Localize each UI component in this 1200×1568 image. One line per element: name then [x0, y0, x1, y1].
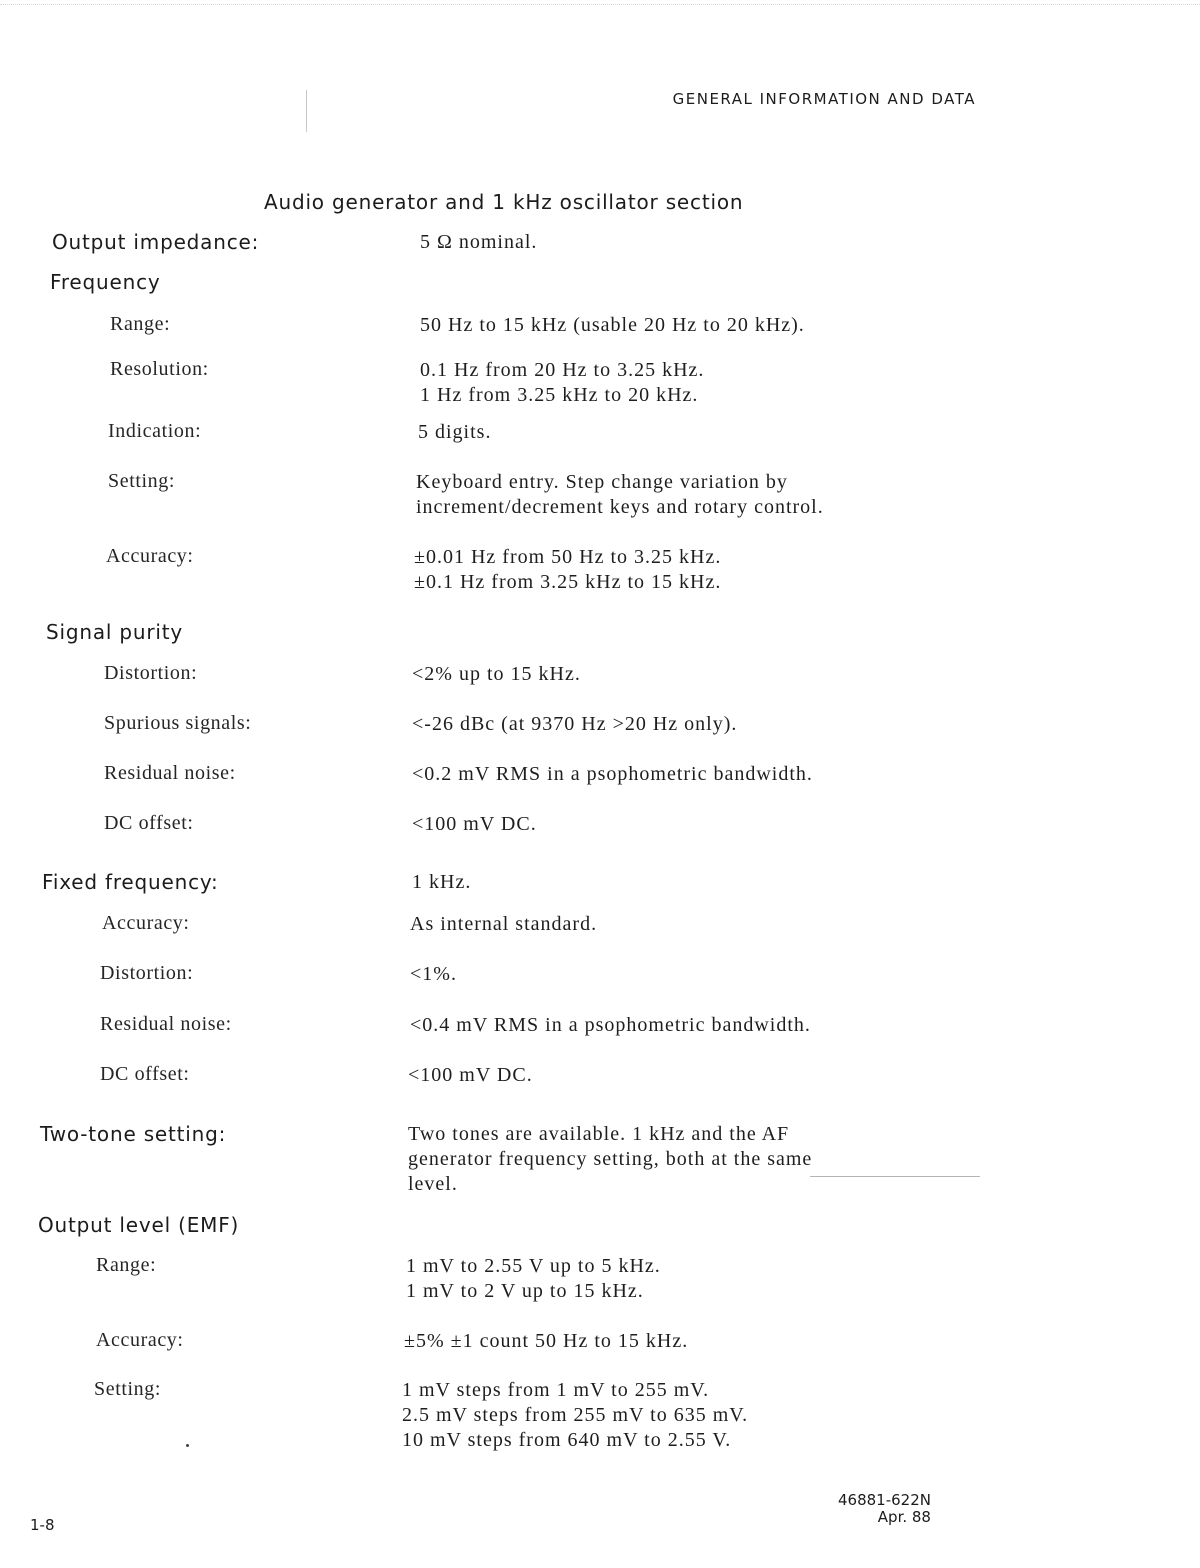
spurious-signals-label: Spurious signals: — [104, 712, 252, 734]
two-tone-line: Two tones are available. 1 kHz and the AF — [408, 1123, 790, 1145]
page-number: 1-8 — [30, 1516, 55, 1534]
scan-speck — [186, 1444, 189, 1447]
frequency-range-value: 50 Hz to 15 kHz (usable 20 Hz to 20 kHz). — [420, 314, 805, 336]
output-range-line: 1 mV to 2.55 V up to 5 kHz. — [406, 1255, 661, 1277]
frequency-resolution-line: 0.1 Hz from 20 Hz to 3.25 kHz. — [420, 359, 705, 381]
signal-dc-offset-label: DC offset: — [104, 812, 194, 834]
output-impedance-label: Output impedance: — [52, 230, 260, 254]
scan-edge-line — [0, 4, 1200, 5]
output-setting-value — [402, 1378, 748, 1453]
frequency-range-label: Range: — [110, 313, 171, 335]
scan-margin-line — [306, 90, 307, 132]
fixed-distortion-label: Distortion: — [100, 962, 194, 984]
output-range-label: Range: — [96, 1254, 157, 1276]
frequency-resolution-value — [420, 358, 704, 408]
output-accuracy-value: ±5% ±1 count 50 Hz to 15 kHz. — [404, 1330, 689, 1352]
fixed-residual-noise-label: Residual noise: — [100, 1013, 232, 1035]
output-accuracy-label: Accuracy: — [96, 1329, 184, 1351]
signal-distortion-value: <2% up to 15 kHz. — [412, 663, 581, 685]
frequency-accuracy-value — [414, 545, 721, 595]
signal-residual-noise-value: <0.2 mV RMS in a psophometric bandwidth. — [412, 763, 813, 785]
frequency-resolution-label: Resolution: — [110, 358, 209, 380]
two-tone-value — [408, 1122, 812, 1197]
fixed-dc-offset-value: <100 mV DC. — [408, 1064, 533, 1086]
fixed-dc-offset-label: DC offset: — [100, 1063, 190, 1085]
running-header: GENERAL INFORMATION AND DATA — [672, 90, 976, 108]
document-reference — [838, 1492, 931, 1526]
signal-dc-offset-value: <100 mV DC. — [412, 813, 537, 835]
output-setting-line: 10 mV steps from 640 mV to 2.55 V. — [402, 1429, 732, 1451]
output-impedance-value: 5 Ω nominal. — [420, 231, 538, 253]
document-number: 46881-622N — [838, 1491, 931, 1509]
frequency-setting-value — [416, 470, 824, 520]
frequency-setting-line: increment/decrement keys and rotary control. — [416, 496, 824, 518]
signal-residual-noise-label: Residual noise: — [104, 762, 236, 784]
scan-artifact-line — [810, 1176, 980, 1177]
frequency-setting-line: Keyboard entry. Step change variation by — [416, 471, 788, 493]
frequency-accuracy-label: Accuracy: — [106, 545, 194, 567]
frequency-resolution-line: 1 Hz from 3.25 kHz to 20 kHz. — [420, 384, 699, 406]
two-tone-heading: Two-tone setting: — [40, 1122, 227, 1146]
fixed-residual-noise-value: <0.4 mV RMS in a psophometric bandwidth. — [410, 1014, 811, 1036]
output-level-heading: Output level (EMF) — [38, 1213, 240, 1237]
section-title: Audio generator and 1 kHz oscillator section — [264, 190, 744, 214]
frequency-heading: Frequency — [50, 270, 161, 294]
signal-distortion-label: Distortion: — [104, 662, 198, 684]
output-range-line: 1 mV to 2 V up to 15 kHz. — [406, 1280, 644, 1302]
fixed-accuracy-label: Accuracy: — [102, 912, 190, 934]
fixed-accuracy-value: As internal standard. — [410, 913, 598, 935]
output-setting-label: Setting: — [94, 1378, 162, 1400]
spurious-signals-value: <-26 dBc (at 9370 Hz >20 Hz only). — [412, 713, 738, 735]
signal-purity-heading: Signal purity — [46, 620, 184, 644]
fixed-frequency-heading: Fixed frequency: — [42, 870, 219, 894]
frequency-setting-label: Setting: — [108, 470, 176, 492]
frequency-accuracy-line: ±0.1 Hz from 3.25 kHz to 15 kHz. — [414, 571, 722, 593]
two-tone-line: level. — [408, 1173, 458, 1195]
output-range-value — [406, 1254, 661, 1304]
fixed-frequency-value: 1 kHz. — [412, 871, 472, 893]
output-setting-line: 2.5 mV steps from 255 mV to 635 mV. — [402, 1404, 749, 1426]
fixed-distortion-value: <1%. — [410, 963, 457, 985]
output-setting-line: 1 mV steps from 1 mV to 255 mV. — [402, 1379, 710, 1401]
frequency-accuracy-line: ±0.01 Hz from 50 Hz to 3.25 kHz. — [414, 546, 722, 568]
two-tone-line: generator frequency setting, both at the same — [408, 1148, 813, 1170]
frequency-indication-label: Indication: — [108, 420, 202, 442]
frequency-indication-value: 5 digits. — [418, 421, 492, 443]
document-date: Apr. 88 — [877, 1508, 931, 1526]
